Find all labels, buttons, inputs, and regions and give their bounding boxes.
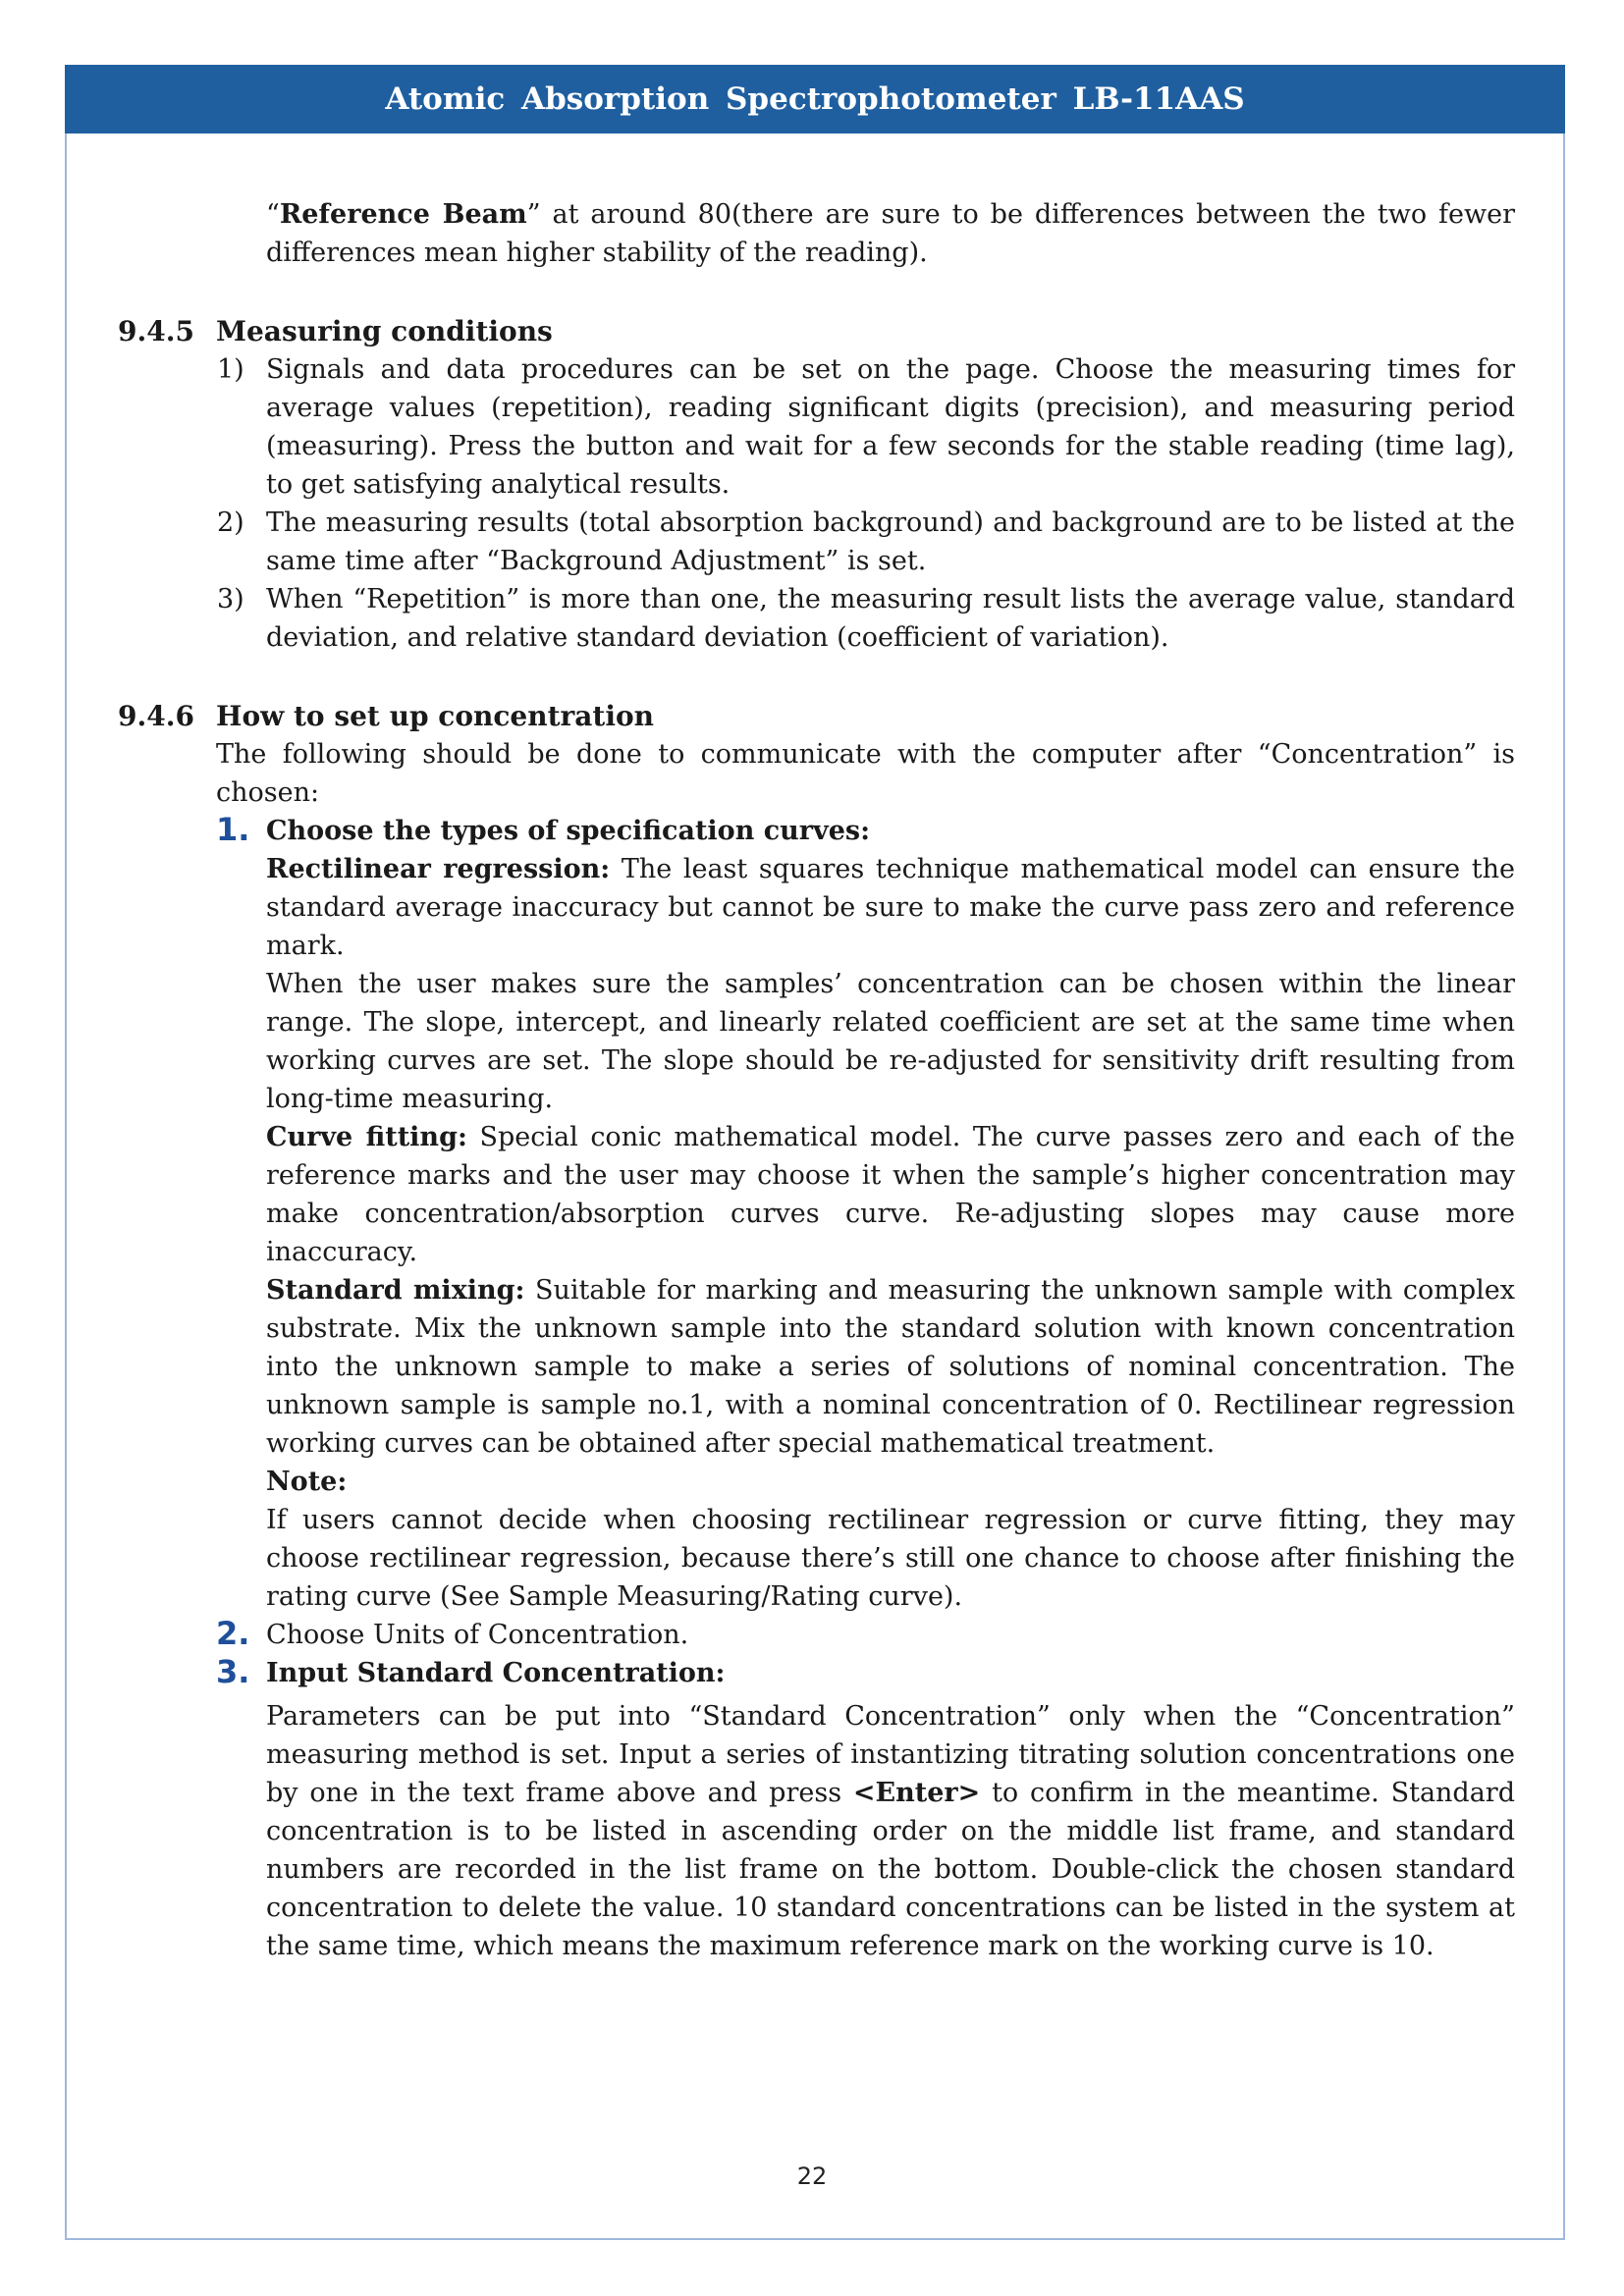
rectilinear-paragraph: Rectilinear regression: The least squares technique mathematical model can ensure the standard average inaccuracy but cannot be sure to make the curve pass zero and reference mark. — [266, 854, 1515, 961]
section-intro: The following should be done to communicate with the computer after “Concentration” is chosen: — [216, 739, 1515, 808]
step-number: 2. — [216, 1615, 250, 1652]
curve-fitting-label: Curve fitting: — [266, 1122, 467, 1152]
list-number: 1) — [217, 354, 244, 385]
section-heading-945: 9.4.5 Measuring conditions — [118, 315, 553, 347]
step-2-text: Choose Units of Concentration. — [266, 1620, 689, 1650]
header-title: Atomic Absorption Spectrophotometer LB-11AAS — [385, 81, 1245, 117]
page-number: 22 — [796, 2163, 828, 2190]
list-item: The measuring results (total absorption background) and background are to be listed at the same time after “Background Adjustment” is set. — [266, 507, 1515, 576]
section-heading-946: 9.4.6 How to set up concentration — [118, 700, 655, 732]
rectilinear-detail: When the user makes sure the samples’ concentration can be chosen within the linear range. The slope, intercept, and linearly related coefficient are set at the same time when working curves are set. The slope should be re-adjusted for sensitivity drift resulting from long-time measuring. — [266, 969, 1515, 1114]
step-number: 3. — [216, 1653, 250, 1690]
note-label: Note: — [266, 1467, 348, 1497]
rectilinear-label: Rectilinear regression: — [266, 854, 611, 884]
enter-key-label: <Enter> — [852, 1778, 981, 1808]
list-item: When “Repetition” is more than one, the measuring result lists the average value, standard deviation, and relative standard deviation (coefficient of variation). — [266, 584, 1515, 653]
step-title: Choose the types of specification curves: — [266, 816, 871, 846]
curve-fitting-paragraph: Curve fitting: Special conic mathematical model. The curve passes zero and each of the reference marks and the user may choose it when the sample’s higher concentration may make concentration/absorption curves curve. Re-adjusting slopes may cause more inaccuracy. — [266, 1122, 1516, 1267]
list-number: 3) — [217, 584, 244, 614]
list-item: Signals and data procedures can be set on the page. Choose the measuring times for average values (repetition), reading significant digits (precision), and measuring period (measuring). Press the button and wait for a few seconds for the stable reading (time lag), to get satisfying analytical results. — [266, 354, 1515, 500]
standard-concentration-paragraph: Parameters can be put into “Standard Concentration” only when the “Concentration” measuring method is set. Input a series of instantizing titrating solution concentrations one by one in the text frame above and press <Enter> to confirm in the meantime. Standard concentration is to be listed in ascending order on the middle list frame, and standard numbers are recorded in the list frame on the bottom. Double-click the chosen standard concentration to delete the value. 10 standard concentrations can be listed in the system at the same time, which means the maximum reference mark on the working curve is 10. — [266, 1701, 1515, 1961]
intro-paragraph: “Reference Beam” at around 80(there are sure to be differences between the two fewer differences mean higher stability of the reading). — [266, 199, 1515, 268]
standard-mixing-paragraph: Standard mixing: Suitable for marking and measuring the unknown sample with complex substrate. Mix the unknown sample into the standard solution with known concentration into the unknown sample to make a series of solutions of nominal concentration. The unknown sample is sample no.1, with a nominal concentration of 0. Rectilinear regression working curves can be obtained after special mathematical treatment. — [266, 1275, 1515, 1459]
reference-beam-label: Reference Beam — [279, 199, 527, 230]
step-number: 1. — [216, 811, 250, 848]
standard-mixing-label: Standard mixing: — [266, 1275, 525, 1306]
note-text: If users cannot decide when choosing rectilinear regression or curve fitting, they may choose rectilinear regression, because there’s still one chance to choose after finishing the rating curve (See Sample Measuring/Rating curve). — [266, 1505, 1515, 1612]
list-number: 2) — [217, 507, 244, 538]
step-title: Input Standard Concentration: — [266, 1658, 726, 1688]
document-header — [65, 65, 1565, 133]
